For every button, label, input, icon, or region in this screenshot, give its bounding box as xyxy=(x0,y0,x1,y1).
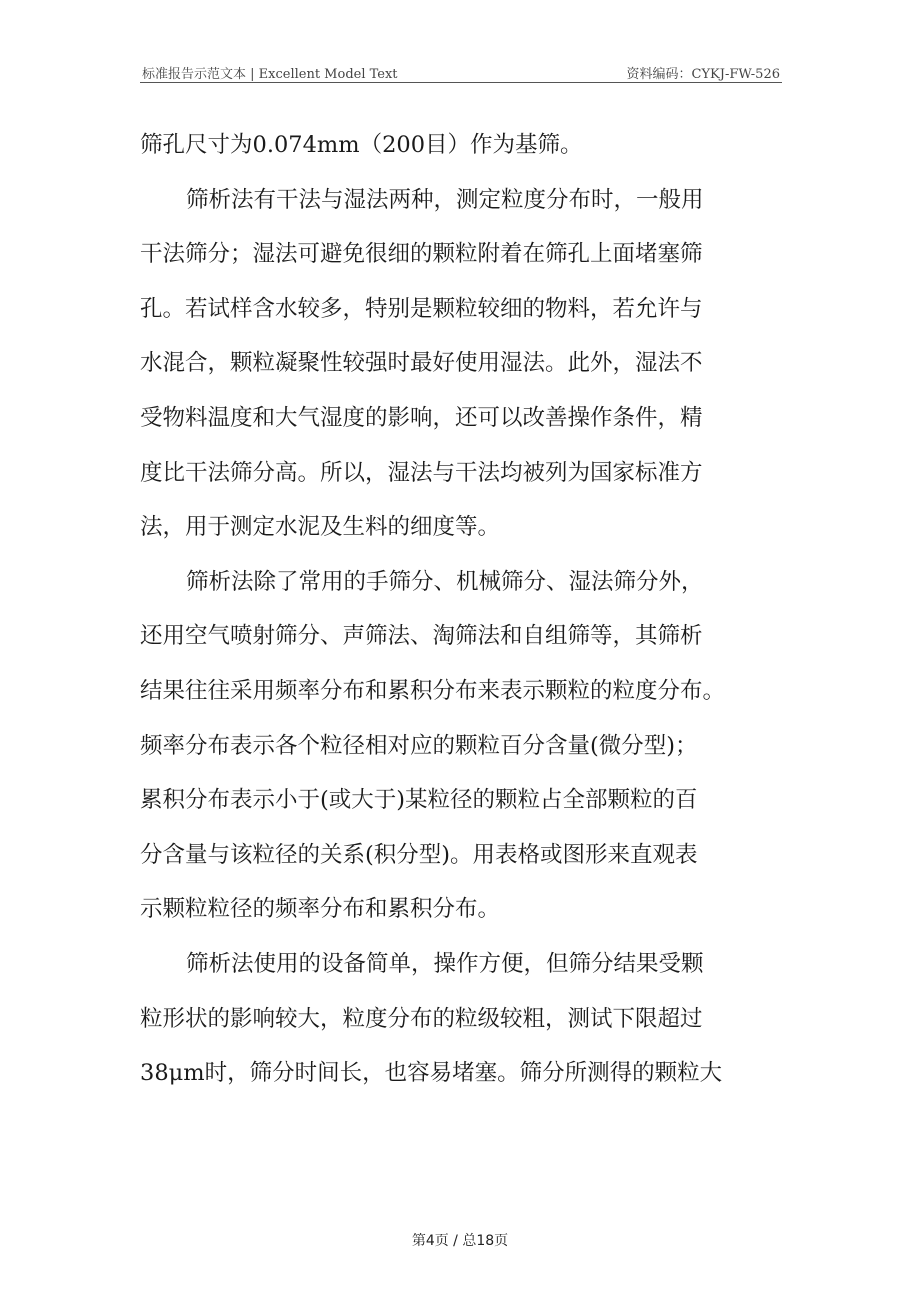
text-line: 法，用于测定水泥及生料的细度等。 xyxy=(140,514,501,541)
text-line: 示颗粒粒径的频率分布和累积分布。 xyxy=(140,896,501,923)
text-line: 38μm时，筛分时间长，也容易堵塞。筛分所测得的颗粒大 xyxy=(140,1060,723,1087)
text-line: 度比干法筛分高。所以，湿法与干法均被列为国家标准方 xyxy=(140,459,703,486)
text-line: 分含量与该粒径的关系(积分型)。用表格或图形来直观表 xyxy=(140,841,698,868)
header-title: 标准报告示范文本 | Excellent Model Text xyxy=(142,67,398,82)
text-line: 还用空气喷射筛分、声筛法、淘筛法和自组筛等，其筛析 xyxy=(140,623,703,650)
paragraph-start-line: 筛析法除了常用的手筛分、机械筛分、湿法筛分外， xyxy=(186,568,704,595)
text-line: 粒形状的影响较大，粒度分布的粒级较粗，测试下限超过 xyxy=(140,1005,703,1032)
text-line: 水混合，颗粒凝聚性较强时最好使用湿法。此外，湿法不 xyxy=(140,350,703,377)
text-line: 筛孔尺寸为0.074mm（200目）作为基筛。 xyxy=(140,132,583,158)
text-line: 孔。若试样含水较多，特别是颗粒较细的物料，若允许与 xyxy=(140,295,703,322)
text-line: 频率分布表示各个粒径相对应的颗粒百分含量(微分型)； xyxy=(140,732,698,759)
paragraph-start-line: 筛析法使用的设备简单，操作方便，但筛分结果受颗 xyxy=(186,950,704,977)
text-line: 累积分布表示小于(或大于)某粒径的颗粒占全部颗粒的百 xyxy=(140,787,698,814)
page-header xyxy=(140,62,782,83)
header-doc-code: 资料编码：CYKJ-FW-526 xyxy=(626,67,780,82)
text-line: 结果往往采用频率分布和累积分布来表示颗粒的粒度分布。 xyxy=(140,677,726,704)
page-number: 第4页 / 总18页 xyxy=(411,1233,509,1249)
document-body xyxy=(140,118,772,1101)
paragraph-start-line: 筛析法有干法与湿法两种，测定粒度分布时，一般用 xyxy=(186,186,704,213)
text-line: 受物料温度和大气湿度的影响，还可以改善操作条件，精 xyxy=(140,404,703,431)
text-line: 干法筛分；湿法可避免很细的颗粒附着在筛孔上面堵塞筛 xyxy=(140,241,703,268)
